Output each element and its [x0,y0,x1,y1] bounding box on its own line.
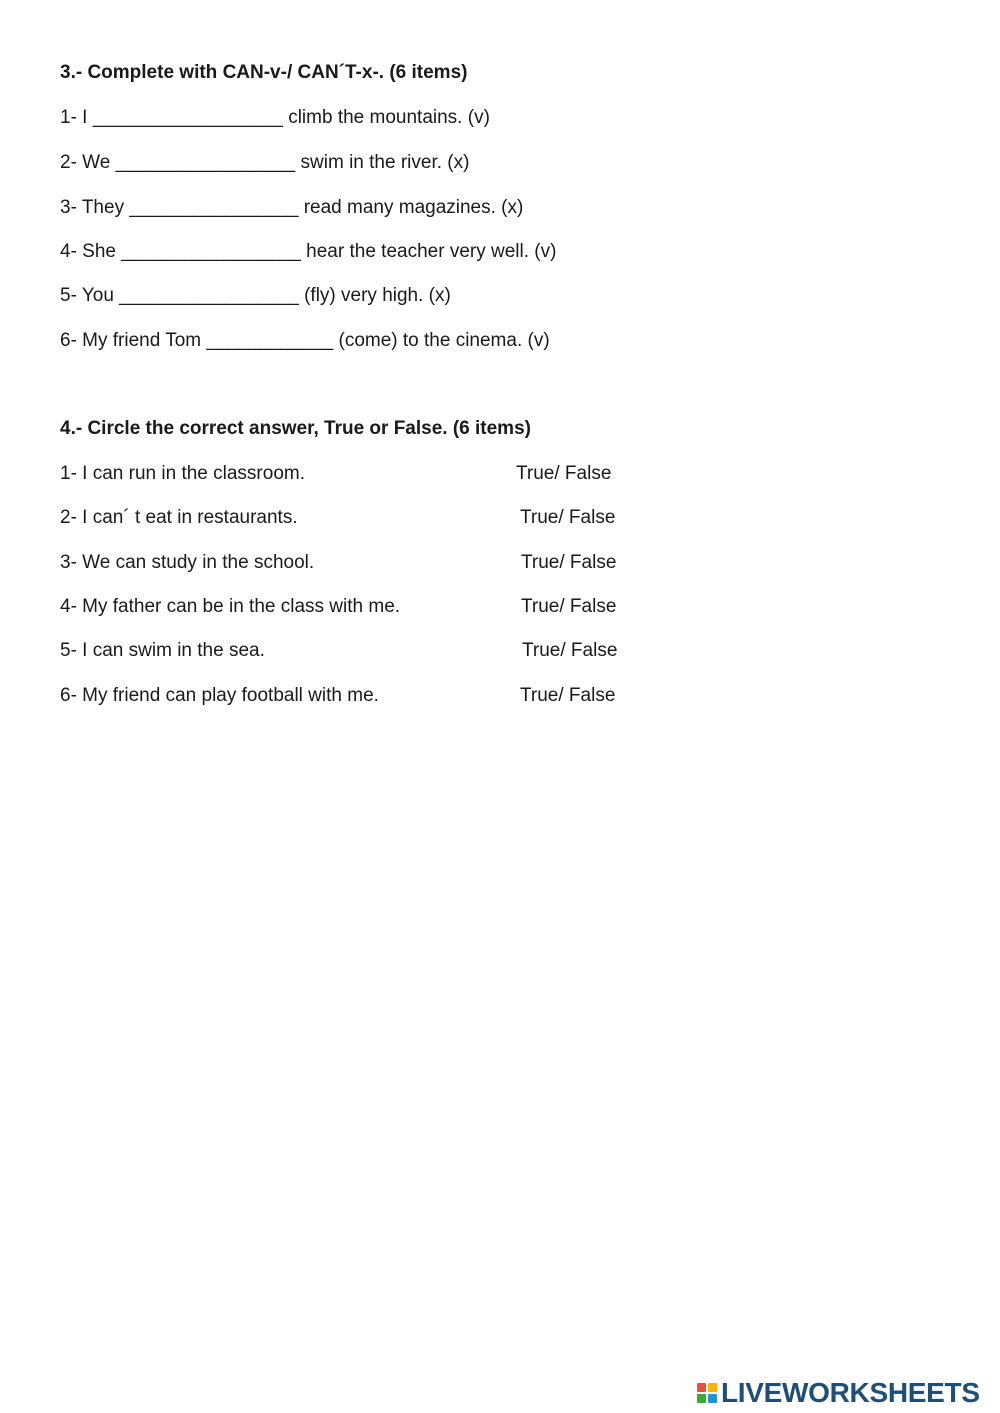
logo-text: LIVEWORKSHEETS [721,1377,980,1408]
logo-square-icon [708,1383,717,1392]
logo-square-icon [708,1394,717,1403]
tf-choice-3: True/ False [521,552,617,573]
logo-grid-icon [697,1383,717,1403]
section-3-title: 3.- Complete with CAN-v-/ CAN´T-x-. (6 items) [60,62,468,83]
logo-square-icon [697,1383,706,1392]
fill-item-3: 3- They ________________ read many magazines. (x) [60,197,524,218]
logo-square-icon [697,1394,706,1403]
tf-choice-4: True/ False [521,596,617,617]
tf-statement-3: 3- We can study in the school. [60,552,315,573]
tf-choice-2: True/ False [520,507,616,528]
fill-item-4: 4- She _________________ hear the teacher very well. (v) [60,241,557,262]
tf-statement-4: 4- My father can be in the class with me. [60,596,401,617]
tf-statement-1: 1- I can run in the classroom. [60,463,305,484]
section-4-title: 4.- Circle the correct answer, True or False. (6 items) [60,418,531,439]
tf-statement-5: 5- I can swim in the sea. [60,640,265,661]
tf-choice-6: True/ False [520,685,616,706]
tf-choice-5: True/ False [522,640,618,661]
fill-item-6: 6- My friend Tom ____________ (come) to the cinema. (v) [60,330,550,351]
tf-statement-6: 6- My friend can play football with me. [60,685,379,706]
tf-statement-2: 2- I can´ t eat in restaurants. [60,507,298,528]
tf-choice-1: True/ False [516,463,612,484]
fill-item-5: 5- You _________________ (fly) very high. (x) [60,285,451,306]
fill-item-1: 1- I __________________ climb the mountains. (v) [60,107,490,128]
liveworksheets-logo [697,1376,980,1410]
fill-item-2: 2- We _________________ swim in the river. (x) [60,152,470,173]
